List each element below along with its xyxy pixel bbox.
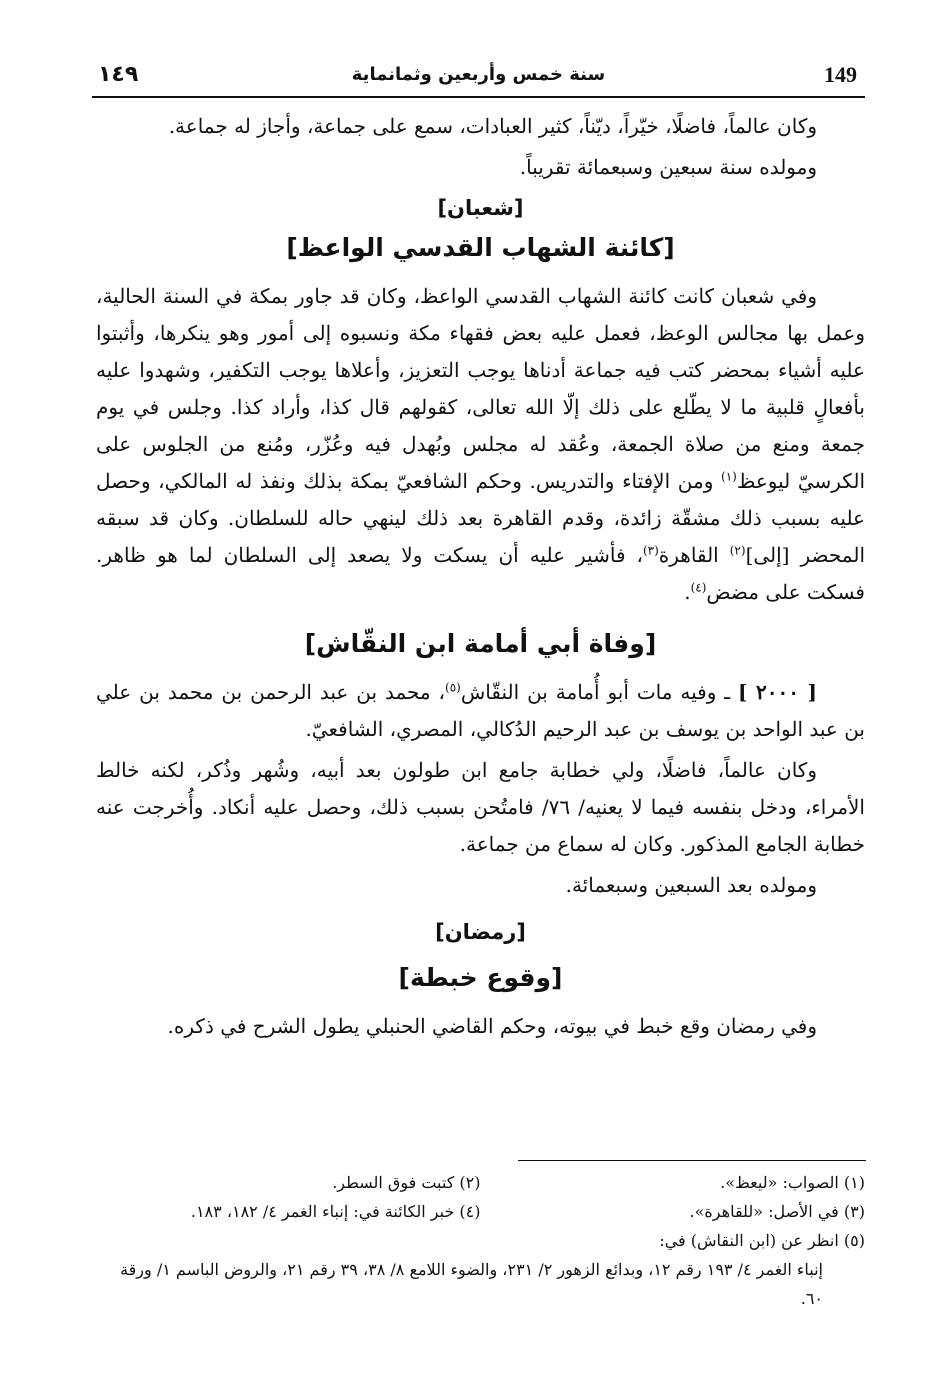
footnote-divider (518, 1160, 866, 1161)
paragraph-1: وكان عالماً، فاضلًا، خيّراً، ديّناً، كثير العبادات، سمع على جماعة، وأجاز له جماعة. (168, 114, 817, 138)
month-heading-ramadan: [رمضان] (435, 920, 526, 944)
paragraph-2: ومولده سنة سبعين وسبعمائة تقريباً. (519, 155, 817, 179)
footnote-5-sources: إنباء الغمر ٤/ ١٩٣ رقم ١٢، وبدائع الزهور ٢/ ٢٣١، والضوء اللامع ٨/ ٣٨، ٣٩ رقم ٢١، والروض الباسم ١/ ورقة ٦٠. (120, 1260, 823, 1308)
footnote-ref-3: (٣) (642, 543, 659, 558)
running-title: سنة خمس وأربعين وثمانماية (351, 64, 606, 85)
paragraph-3-part-c: القاهرة (658, 543, 730, 567)
page-number-latin: 149 (824, 62, 857, 87)
footnote-4: (٤) خبر الكائنة في: إنباء الغمر ٤/ ١٨٢، ١٨٣. (190, 1202, 481, 1221)
footnote-row-1 (96, 1168, 865, 1197)
paragraph-3-part-a: وفي شعبان كانت كائنة الشهاب القدسي الواعظ، وكان قد جاور بمكة في السنة الحالية، وعمل بها مجالس الوعظ، فعمل عليه بعض فقهاء مكة ونسبوه إلى أمور وهو ينكرها، وأثبتوا عليه أشياء بمحضر كتب فيه جماعة أدناها يوجب التعزيز، وأعلاها يوجب التكفير، وشهدوا عليه بأفعالٍ قلبية ما لا يطّلع على ذلك إلّا الله تعالى، كقولهم قال كذا، وأراد كذا. وجلس في يوم جمعة ومنع من صلاة الجمعة، وعُقد له مجلس وبُهدل فيه وعُزّر، ومُنع من الجلوس على الكرسيّ ليوعظ (96, 284, 865, 493)
section-heading-2: [وفاة أبي أمامة ابن النقّاش] (304, 629, 657, 658)
section-heading-1: [كائنة الشهاب القدسي الواعظ] (286, 233, 675, 262)
footnote-ref-4: (٤) (690, 580, 707, 595)
month-heading-shaban: [شعبان] (437, 196, 524, 220)
paragraph-4-part-b: ، محمد بن عبد الرحمن بن محمد بن علي بن عبد الواحد بن يوسف بن عبد الرحيم الدُكالي، المصري، الشافعيّ. (96, 680, 865, 741)
paragraph-6: ومولده بعد السبعين وسبعمائة. (565, 873, 817, 897)
page-header (92, 58, 865, 98)
paragraph-3-part-b: ومن الإفتاء والتدريس. وحكم الشافعيّ بمكة بذلك ونفذ له المالكي، وحصل عليه بسبب ذلك مشقّة زائدة، وقدم القاهرة بعد ذلك لينهي حاله للسلطان. وكان قد سبقه المحضر [إلى] (96, 469, 865, 567)
footnotes (96, 1168, 865, 1313)
main-text (96, 108, 865, 1049)
footnote-ref-1: (١) (721, 469, 737, 484)
footnote-3: (٣) في الأصل: «للقاهرة». (689, 1202, 865, 1221)
footnote-2: (٢) كتبت فوق السطر. (332, 1173, 481, 1192)
section-heading-3: [وقوع خبطة] (398, 963, 563, 992)
paragraph-5: وكان عالماً، فاضلًا، ولي خطابة جامع ابن طولون بعد أبيه، وشُهر وذُكر، لكنه خالط الأمراء، ودخل بنفسه فيما لا يعنيه/ ٧٦/ فامتُحن بسبب ذلك، وحصل عليه أنكاد. وأُخرجت عنه خطابة الجامع المذكور. وكان له سماع من جماعة. (96, 758, 865, 856)
footnote-1: (١) الصواب: «ليعظ». (720, 1173, 865, 1192)
footnote-5: (٥) انظر عن (ابن النقاش) في: (659, 1231, 865, 1250)
paragraph-3 (96, 278, 865, 611)
footnote-row-2 (96, 1197, 865, 1226)
footnote-ref-2: (٢) (729, 543, 746, 558)
paragraph-4 (96, 674, 865, 748)
paragraph-3-part-e: . (684, 580, 691, 604)
entry-number: [ ٢٠٠٠ ] (738, 680, 817, 704)
paragraph-3-part-d: ، فأشير عليه أن يسكت ولا يصعد إلى السلطان لما هو ظاهر. فسكت على مضض (96, 543, 865, 604)
paragraph-4-part-a: ـ وفيه مات أبو أُمامة بن النقّاش (460, 680, 739, 704)
paragraph-7: وفي رمضان وقع خبط في بيوته، وحكم القاضي الحنبلي يطول الشرح في ذكره. (167, 1014, 817, 1038)
page-number-arabic: ١٤٩ (98, 62, 139, 87)
footnote-ref-5: (٥) (445, 680, 461, 695)
